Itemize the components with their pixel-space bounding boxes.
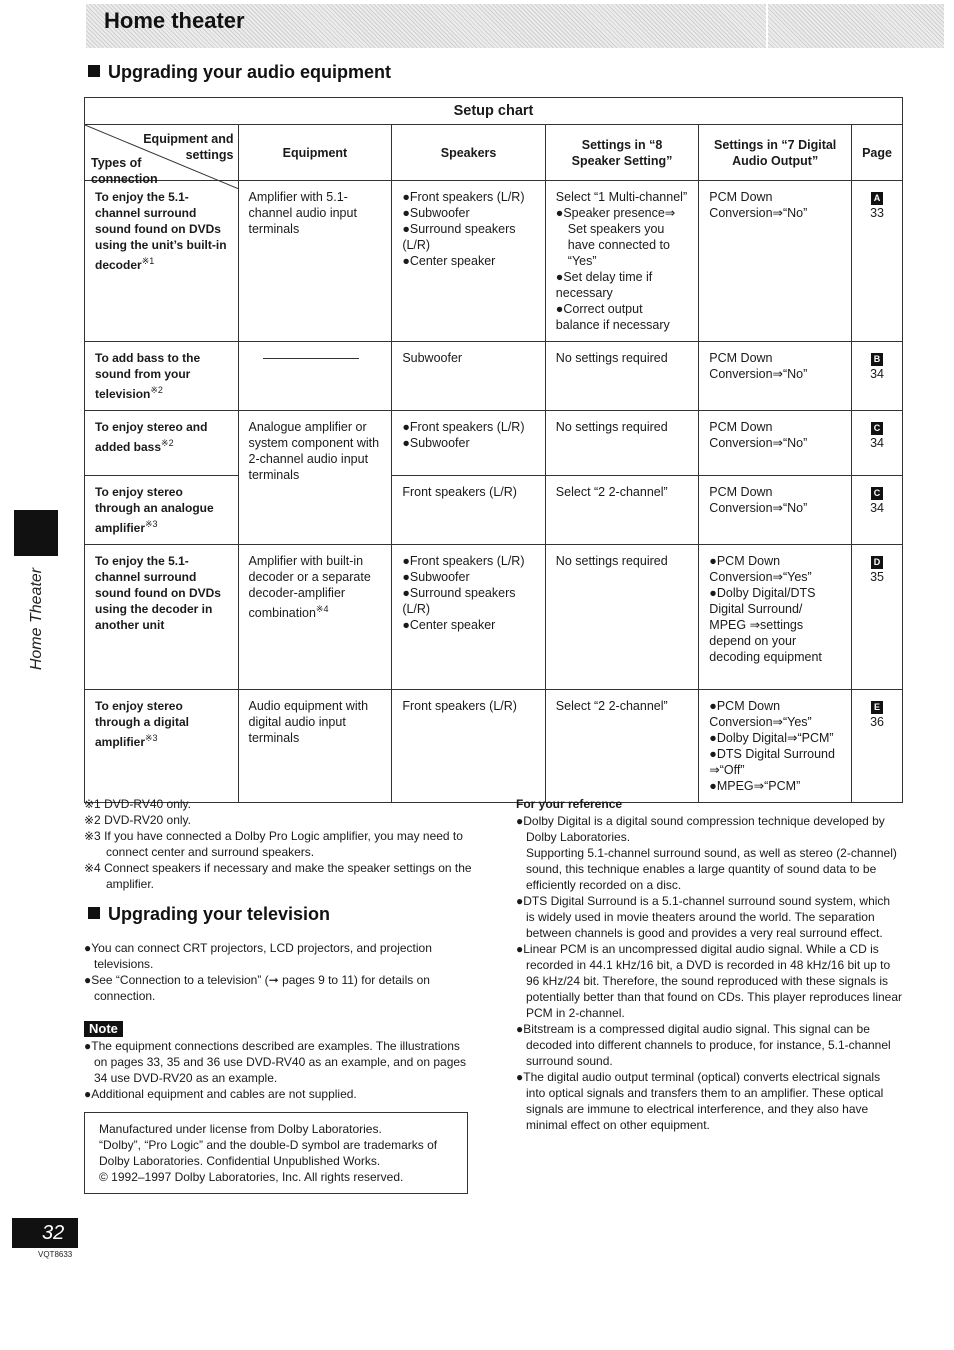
header-band-divider xyxy=(766,4,768,48)
page-letter-icon: C xyxy=(871,487,883,500)
side-tab-marker xyxy=(14,510,58,556)
speakers-cell: Subwoofer xyxy=(392,342,545,411)
page-letter-icon: A xyxy=(871,192,883,205)
side-label: Home Theater xyxy=(28,567,45,671)
page-letter-icon: B xyxy=(871,353,883,366)
row-type-cell: To enjoy stereo through a digital amplifier$^{※3}$ xyxy=(85,690,239,803)
footnotes xyxy=(84,796,474,892)
table-row xyxy=(85,181,903,342)
row-type-cell: To add bass to the sound from your television$^{※2}$ xyxy=(85,342,239,411)
square-bullet-icon xyxy=(88,65,100,77)
footnote: ※4 Connect speakers if necessary and make the speaker settings on the amplifier. xyxy=(84,861,472,891)
equipment-cell: Audio equipment with digital audio input terminals xyxy=(238,690,392,803)
speakers-cell: ●Front speakers (L/R) ●Subwoofer xyxy=(392,411,545,476)
col-header-speakers: Speakers xyxy=(392,125,545,181)
speakers-cell: ●Front speakers (L/R) ●Subwoofer ●Surround speakers (L/R) ●Center speaker xyxy=(392,545,545,690)
col-header-equipment: Equipment xyxy=(238,125,392,181)
page-ref-cell: C 34 xyxy=(852,476,903,545)
corner-top-label: Equipment and settings xyxy=(143,132,234,162)
table-header-row xyxy=(85,125,903,181)
footnote: ※1 DVD-RV40 only. xyxy=(84,797,191,811)
setup-chart-table xyxy=(84,97,903,803)
page-number: 32 xyxy=(12,1218,78,1248)
page-letter-icon: E xyxy=(871,701,883,714)
table-row xyxy=(85,342,903,411)
page-ref-cell: D 35 xyxy=(852,545,903,690)
row-type-cell: To enjoy the 5.1-channel surround sound found on DVDs using the decoder in another unit xyxy=(85,545,239,690)
footnote: ※2 DVD-RV20 only. xyxy=(84,813,191,827)
settings7-cell: ●PCM Down Conversion⇒“Yes” ●Dolby Digital/DTS Digital Surround/ MPEG ⇒settings depend on your decoding equipment xyxy=(699,545,852,690)
square-bullet-icon xyxy=(88,907,100,919)
dolby-license-box: Manufactured under license from Dolby Laboratories. “Dolby”, “Pro Logic” and the double-D symbol are trademarks of Dolby Laboratories. Confidential Unpublished Works. © 1992–1997 Dolby Laboratories, Inc. All rights reserved. xyxy=(84,1112,468,1194)
col-header-settings7: Settings in “7 Digital Audio Output” xyxy=(699,125,852,181)
col-header-page: Page xyxy=(852,125,903,181)
equipment-cell: Amplifier with built-in decoder or a separate decoder-amplifier combination$^{※4}$ xyxy=(238,545,392,690)
settings7-cell: PCM Down Conversion⇒“No” xyxy=(699,476,852,545)
list-item: ●Additional equipment and cables are not supplied. xyxy=(84,1087,357,1101)
list-item: ●Linear PCM is an uncompressed digital audio signal. While a CD is recorded in 44.1 kHz/16 bit, a DVD is recorded in 48 kHz/16 bit up to 96 kHz/24 bit. Therefore, the sound reproduced with these signals is potentially better than that found on CDs. This player reproduces linear PCM in 2-channel. xyxy=(516,942,902,1020)
reference-title: For your reference xyxy=(516,797,623,811)
list-item: ●The equipment connections described are examples. The illustrations on pages 33, 35 and 36 use DVD-RV40 as an example, and on pages 34 use DVD-RV20 as an example. xyxy=(84,1039,467,1085)
table-caption-row xyxy=(85,98,903,125)
row-type-cell: To enjoy stereo and added bass$^{※2}$ xyxy=(85,411,239,476)
list-item: Supporting 5.1-channel surround sound, as well as stereo (2-channel) sound, this technique enables a large quantity of sound data to be efficiently recorded on a disc. xyxy=(526,846,897,892)
equipment-cell: Analogue amplifier or system component with 2-channel audio input terminals xyxy=(238,411,392,545)
page-ref-cell: B 34 xyxy=(852,342,903,411)
page-ref-cell: C 34 xyxy=(852,411,903,476)
settings8-cell: Select “2 2-channel” xyxy=(545,690,699,803)
table-row xyxy=(85,411,903,476)
table-caption: Setup chart xyxy=(85,98,903,125)
page-letter-icon: C xyxy=(871,422,883,435)
speakers-cell: Front speakers (L/R) xyxy=(392,476,545,545)
table-row xyxy=(85,545,903,690)
footnote: ※3 If you have connected a Dolby Pro Logic amplifier, you may need to connect center and surround speakers. xyxy=(84,829,463,859)
equipment-cell xyxy=(238,342,392,411)
settings7-cell: PCM Down Conversion⇒“No” xyxy=(699,411,852,476)
corner-bottom-label: Types of connection xyxy=(91,156,158,186)
document-code: VQT8633 xyxy=(38,1250,73,1259)
list-item: ●You can connect CRT projectors, LCD projectors, and projection televisions. xyxy=(84,941,432,971)
col-header-settings8: Settings in “8 Speaker Setting” xyxy=(545,125,699,181)
speakers-cell: Front speakers (L/R) xyxy=(392,690,545,803)
list-item: ●See “Connection to a television” (➞ pages 9 to 11) for details on connection. xyxy=(84,973,430,1003)
row-type-cell: To enjoy stereo through an analogue amplifier$^{※3}$ xyxy=(85,476,239,545)
list-item: ●Dolby Digital is a digital sound compression technique developed by Dolby Laboratories. xyxy=(516,814,885,844)
page-ref-cell: E 36 xyxy=(852,690,903,803)
settings7-cell: PCM Down Conversion⇒“No” xyxy=(699,181,852,342)
settings8-cell: Select “1 Multi-channel” ●Speaker presence⇒ Set speakers you have connected to “Yes” ●Set delay time if necessary ●Correct output balance if necessary xyxy=(545,181,699,342)
page-ref-cell: A 33 xyxy=(852,181,903,342)
page-title: Home theater xyxy=(104,8,245,33)
empty-dash xyxy=(263,358,359,359)
settings8-cell: No settings required xyxy=(545,411,699,476)
table-row xyxy=(85,476,903,545)
list-item: ●The digital audio output terminal (optical) converts electrical signals into optical signals and transfers them to an amplifier. These optical signals are immune to electrical interference, and they also have minimal effect on other equipment. xyxy=(516,1070,884,1132)
equipment-cell: Amplifier with 5.1-channel audio input terminals xyxy=(238,181,392,342)
section-heading-audio: Upgrading your audio equipment xyxy=(88,62,391,83)
note-label: Note xyxy=(84,1021,123,1037)
settings7-cell: PCM Down Conversion⇒“No” xyxy=(699,342,852,411)
corner-header xyxy=(85,125,239,186)
reference-section xyxy=(516,796,902,1133)
row-type-cell: To enjoy the 5.1-channel surround sound found on DVDs using the unit’s built-in decoder$^{※1}$ xyxy=(85,181,239,342)
table-row xyxy=(85,690,903,803)
speakers-cell: ●Front speakers (L/R) ●Subwoofer ●Surround speakers (L/R) ●Center speaker xyxy=(392,181,545,342)
settings8-cell: No settings required xyxy=(545,342,699,411)
list-item: ●DTS Digital Surround is a 5.1-channel surround sound system, which is widely used in movie theaters around the world. The separation between channels is good and provides a very real surround effect. xyxy=(516,894,891,940)
page-letter-icon: D xyxy=(871,556,883,569)
note-list xyxy=(84,1038,470,1102)
list-item: ●Bitstream is a compressed digital audio signal. This signal can be decoded into different channels to produce, for instance, 5.1-channel surround sound. xyxy=(516,1022,891,1068)
settings7-cell: ●PCM Down Conversion⇒“Yes” ●Dolby Digital⇒“PCM” ●DTS Digital Surround ⇒“Off” ●MPEG⇒“PCM” xyxy=(699,690,852,803)
television-list xyxy=(84,940,470,1004)
settings8-cell: No settings required xyxy=(545,545,699,690)
section-heading-television: Upgrading your television xyxy=(88,904,330,925)
settings8-cell: Select “2 2-channel” xyxy=(545,476,699,545)
